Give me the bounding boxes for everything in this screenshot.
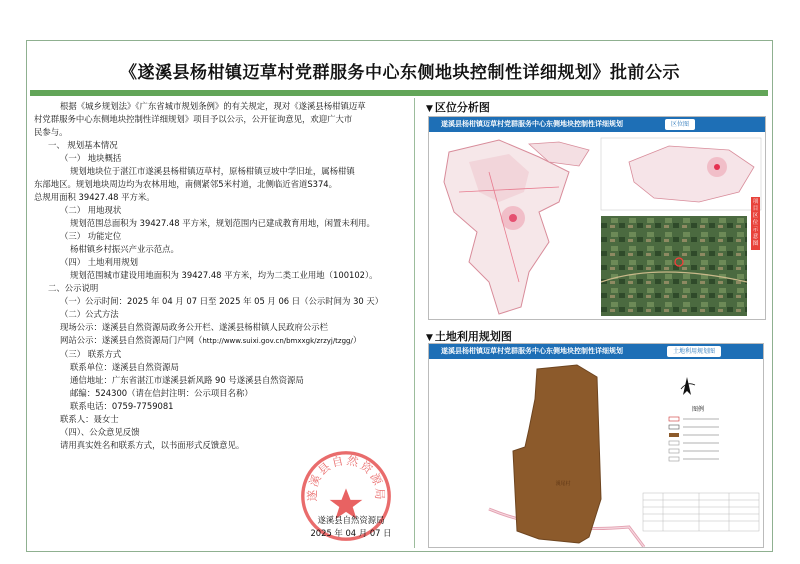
signature-block bbox=[286, 514, 416, 540]
triangle-icon: ▼ bbox=[426, 333, 433, 343]
location-map-header: 遂溪县杨柑镇迈草村党群服务中心东侧地块控制性详细规划 bbox=[429, 117, 765, 132]
body-line: 东部地区。规划地块周边均为农林用地，南侧紧邻5米村道，北侧临近省道S374。 bbox=[34, 179, 338, 189]
sign-org: 遂溪县自然资源局 bbox=[317, 515, 385, 525]
landuse-map-panel bbox=[428, 343, 764, 548]
body-line: 杨柑镇乡村振兴产业示范点。 bbox=[70, 244, 179, 254]
subsection-heading: （三） 联系方式 bbox=[60, 349, 122, 359]
legend-title: 图例 bbox=[692, 406, 705, 413]
body-line: 邮编：524300（请在信封注明：公示项目名称） bbox=[70, 388, 253, 398]
stamp-text: 遂溪县自然资源局 bbox=[305, 453, 387, 502]
body-line: 联系人：聂女士 bbox=[60, 414, 119, 424]
section-heading: 二、公示说明 bbox=[48, 283, 99, 293]
subsection-heading: （四）、公众意见反馈 bbox=[60, 427, 140, 437]
landuse-map-tag: 土地利用规划图 bbox=[667, 346, 721, 357]
intro-line: 民参与。 bbox=[34, 127, 68, 137]
body-line: 规划范围总面积为 39427.48 平方米，规划范围内已建成教育用地，闲置未利用。 bbox=[70, 218, 375, 228]
location-vertical-label: 项目区位示意图 bbox=[751, 197, 760, 250]
location-map-tag: 区位图 bbox=[665, 119, 695, 130]
intro-line: 村党群服务中心东侧地块控制性详细规划》项目予以公示，公开征询意见，欢迎广大市 bbox=[34, 114, 353, 124]
location-map-drawing bbox=[429, 132, 765, 319]
title-underline-bar bbox=[30, 90, 768, 96]
body-line bbox=[34, 334, 410, 348]
sign-date: 2025 年 04 月 07 日 bbox=[310, 528, 392, 538]
body-line: 请用真实姓名和联系方式，以书面形式反馈意见。 bbox=[60, 440, 245, 450]
subsection-heading: （二）公式方法 bbox=[60, 309, 119, 319]
website-link[interactable]: http://www.suixi.gov.cn/bmxxgk/zrzyj/tzgg/ bbox=[202, 337, 353, 345]
body-line: 规划范围城市建设用地面积为 39427.48 平方米，均为二类工业用地（100102）。 bbox=[70, 270, 378, 280]
body-line: 通信地址：广东省湛江市遂溪县新风路 90 号遂溪县自然资源局 bbox=[70, 375, 304, 385]
place-label: 溪尾村 bbox=[555, 481, 571, 487]
subsection-heading: （二） 用地现状 bbox=[60, 205, 122, 215]
page-title: 《遂溪县杨柑镇迈草村党群服务中心东侧地块控制性详细规划》批前公示 bbox=[120, 63, 680, 83]
body-line: （一）公示时间：2025 年 04 月 07 日至 2025 年 05 月 06 日（公示时间为 30 天） bbox=[60, 296, 384, 306]
body-line: 总规用面积 39427.48 平方米。 bbox=[34, 192, 155, 202]
section-heading: 一、 规划基本情况 bbox=[48, 140, 118, 150]
body-line: 联系电话：0759-7759081 bbox=[70, 401, 174, 411]
website-label: 网站公示：遂溪县自然资源局门户网（ bbox=[60, 335, 203, 345]
location-map-panel bbox=[428, 116, 766, 320]
intro-line: 根据《城乡规划法》《广东省城市规划条例》的有关规定，现对《遂溪县杨柑镇迈草 bbox=[60, 101, 366, 111]
subsection-heading: （四） 土地利用规划 bbox=[60, 257, 139, 267]
column-divider bbox=[414, 98, 415, 548]
notice-body bbox=[34, 100, 410, 452]
subsection-heading: （一） 地块概括 bbox=[60, 153, 122, 163]
body-line: 现场公示：遂溪县自然资源局政务公开栏、遂溪县杨柑镇人民政府公示栏 bbox=[60, 322, 328, 332]
triangle-icon: ▼ bbox=[426, 104, 433, 114]
landuse-section-title: ▼ 土地利用规划图 bbox=[426, 330, 512, 343]
body-line: 联系单位：遂溪县自然资源局 bbox=[70, 362, 179, 372]
subsection-heading: （三） 功能定位 bbox=[60, 231, 122, 241]
body-line: 规划地块位于湛江市遂溪县杨柑镇迈草村，原杨柑镇豆坡中学旧址，属杨柑镇 bbox=[70, 166, 355, 176]
landuse-map-drawing bbox=[429, 359, 763, 547]
landuse-map-header: 遂溪县杨柑镇迈草村党群服务中心东侧地块控制性详细规划 bbox=[429, 344, 763, 359]
location-section-title: ▼ 区位分析图 bbox=[426, 101, 490, 114]
website-suffix: ） bbox=[352, 335, 362, 345]
